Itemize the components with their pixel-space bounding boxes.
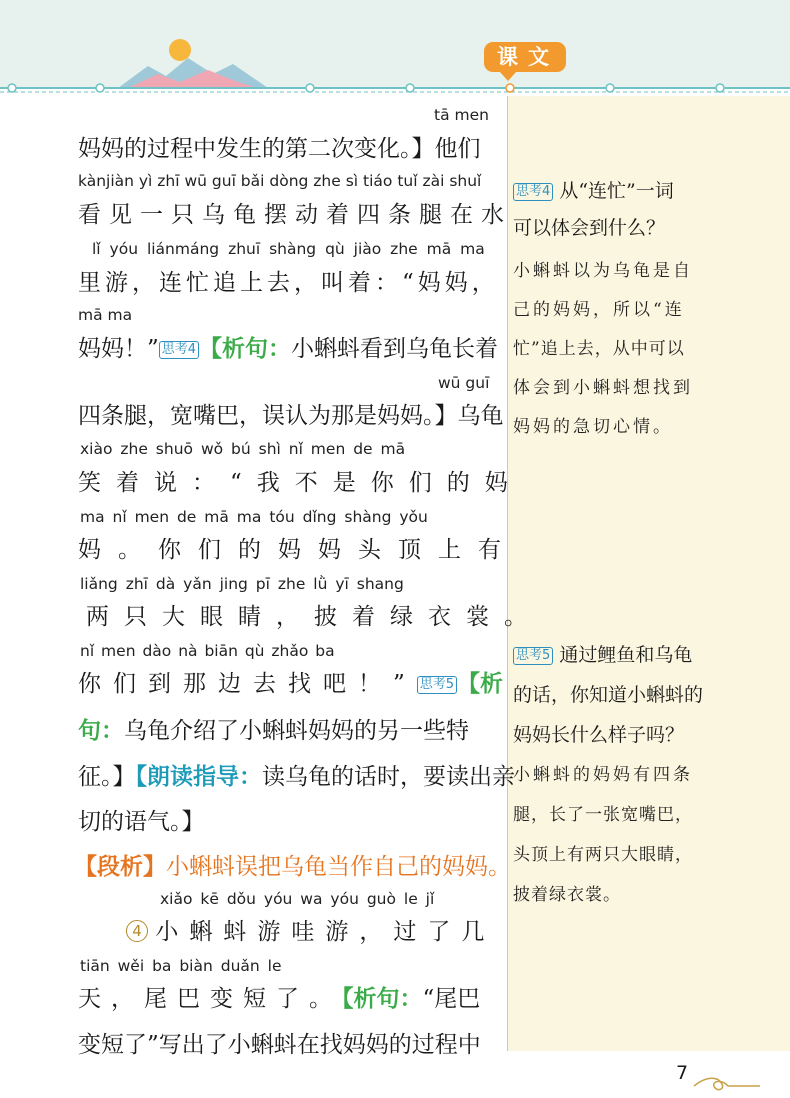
note-answer-line: 小蝌蚪的妈妈有四条 <box>513 765 693 785</box>
note-answer-line: 忙”追上去，从中可以 <box>513 339 685 359</box>
analysis-tag: 【析句： <box>199 335 292 362</box>
pinyin-line: xiào zhe shuō wǒ bú shì nǐ men de mā <box>80 440 406 458</box>
pinyin-line: wū guī <box>438 374 490 392</box>
note-answer-line: 小蝌蚪以为乌龟是自 <box>513 261 693 281</box>
text-segment: 小蝌蚪看到乌龟长着 <box>291 336 499 362</box>
text-line <box>78 330 498 363</box>
note-question <box>513 640 692 667</box>
analysis-tag: 【析句： <box>342 985 423 1012</box>
text-segment: 妈妈！” <box>78 336 159 362</box>
column-divider <box>507 96 508 1051</box>
think-marker: 思考4 <box>159 341 199 359</box>
note-question-text: 妈妈长什么样子吗？ <box>513 724 685 746</box>
text-line <box>78 665 503 698</box>
text-line: 笑着说：“我不是你们的妈 <box>78 470 523 496</box>
pinyin-line: liǎng zhī dà yǎn jing pī zhe lǜ yī shang <box>80 575 404 593</box>
note-answer-line: 己的妈妈，所以“连 <box>513 300 685 320</box>
think-marker: 思考5 <box>417 676 457 694</box>
pinyin-line: mā ma <box>78 306 133 324</box>
note-answer-line: 头顶上有两只大眼睛， <box>513 845 693 865</box>
text-line <box>126 913 495 946</box>
note-question <box>513 176 674 203</box>
paragraph-analysis-text: 小蝌蚪误把乌龟当作自己的妈妈。 <box>166 854 511 880</box>
reading-guide-tag: 【朗读指导： <box>135 763 262 790</box>
pinyin-line: xiǎo kē dǒu yóu wa yóu guò le jǐ <box>160 890 435 908</box>
section-tag: 课文 <box>484 42 566 72</box>
text-line: 切的语气。】 <box>78 809 205 835</box>
note-answer-line: 披着绿衣裳。 <box>513 885 621 905</box>
text-line: 四条腿，宽嘴巴，误认为那是妈妈。】乌龟 <box>78 403 504 429</box>
paragraph-number: 4 <box>126 920 148 942</box>
analysis-tag: 句： <box>78 717 124 744</box>
text-segment: “尾巴 <box>422 986 481 1012</box>
text-line: 变短了”写出了小蝌蚪在找妈妈的过程中 <box>78 1032 481 1058</box>
note-answer-line: 腿，长了一张宽嘴巴， <box>513 805 693 825</box>
text-line: 看见一只乌龟摆动着四条腿在水 <box>78 202 512 228</box>
section-tag-pointer <box>500 72 516 81</box>
pinyin-line: tā men <box>434 106 489 124</box>
page-curl-ornament <box>692 1074 762 1094</box>
text-line <box>78 980 480 1013</box>
note-question-text: 从“连忙”一词 <box>559 180 674 202</box>
note-answer-line: 体会到小蝌蚪想找到 <box>513 378 693 398</box>
text-line: 里游，连忙追上去，叫着：“妈妈， <box>78 270 499 296</box>
pinyin-line: ma nǐ men de mā ma tóu dǐng shàng yǒu <box>80 508 428 526</box>
paragraph-analysis-tag: 【段析】 <box>74 853 166 880</box>
text-segment: 你们到那边去找吧！” <box>78 671 417 697</box>
analysis-tag: 【析 <box>457 670 504 697</box>
note-question-text: 通过鲤鱼和乌龟 <box>559 644 693 666</box>
text-segment: 乌龟介绍了小蝌蚪妈妈的另一些特 <box>124 718 469 744</box>
text-line: 妈妈的过程中发生的第二次变化。】他们 <box>78 136 481 162</box>
text-line: 妈。你们的妈妈头顶上有 <box>78 537 518 563</box>
text-segment: 征。】 <box>78 764 136 790</box>
think-marker: 思考5 <box>513 647 553 665</box>
think-marker: 思考4 <box>513 183 553 201</box>
page-number: 7 <box>676 1062 689 1084</box>
header-wave-border <box>0 76 790 96</box>
text-line <box>78 712 469 745</box>
text-segment: 天，尾巴变短了。 <box>78 986 342 1012</box>
pinyin-line: nǐ men dào nà biān qù zhǎo ba <box>80 642 335 660</box>
paragraph-analysis <box>74 848 511 881</box>
pinyin-line: tiān wěi ba biàn duǎn le <box>80 957 282 975</box>
text-segment: 小蝌蚪游哇游，过了几 <box>155 919 496 945</box>
pinyin-line: kànjiàn yì zhī wū guī bǎi dòng zhe sì tiáo tuǐ zài shuǐ <box>78 172 482 190</box>
text-line: 两只大眼睛，披着绿衣裳。 <box>86 604 542 630</box>
text-line <box>78 758 515 791</box>
pinyin-line: lǐ yóu liánmáng zhuī shàng qù jiào zhe mā ma <box>92 240 485 258</box>
note-answer-line: 妈妈的急切心情。 <box>513 417 673 437</box>
note-question-text: 可以体会到什么？ <box>513 217 666 239</box>
text-segment: 读乌龟的话时，要读出亲 <box>262 764 515 790</box>
note-question-text: 的话，你知道小蝌蚪的 <box>513 684 704 706</box>
